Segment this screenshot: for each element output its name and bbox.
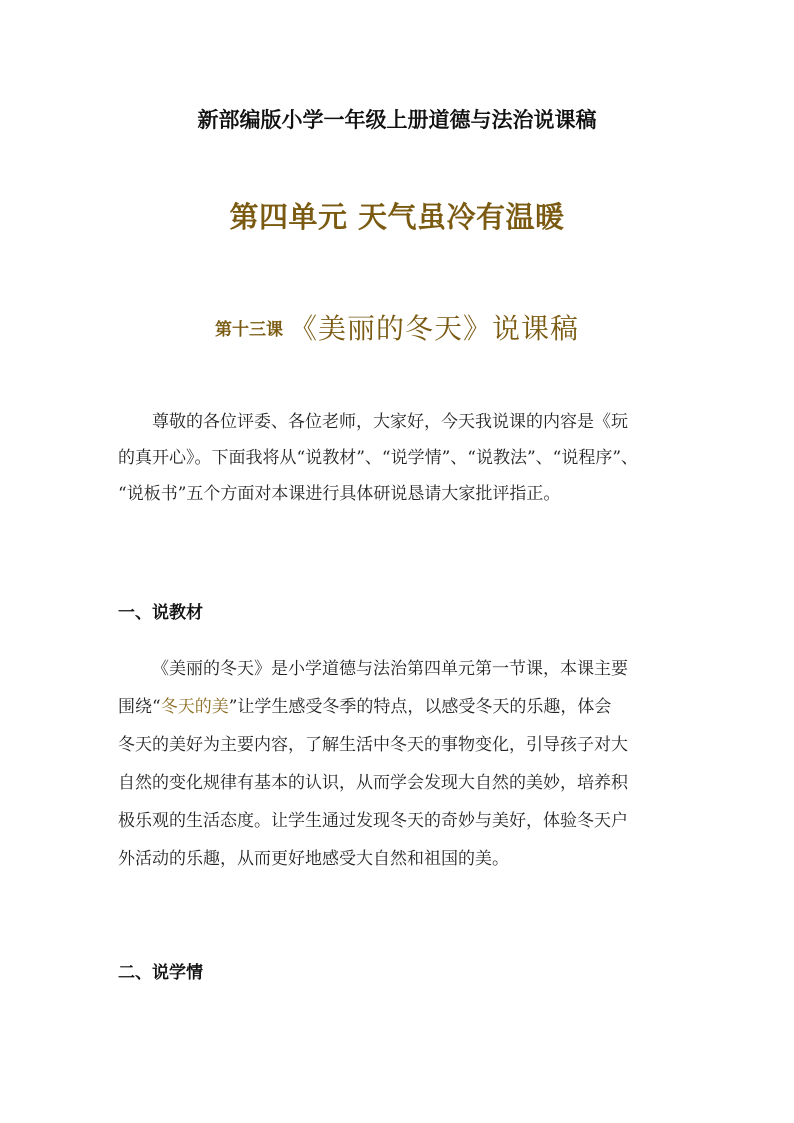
textbook-paragraph bbox=[118, 650, 678, 878]
section-heading-students: 二、说学情 bbox=[118, 963, 203, 983]
intro-paragraph bbox=[118, 404, 678, 512]
lesson-number: 第十三课 bbox=[214, 320, 283, 340]
paragraph-line bbox=[118, 688, 678, 726]
paragraph-line: 《美丽的冬天》是小学道德与法治第四单元第一节课，本课主要 bbox=[152, 659, 628, 679]
paragraph-line: 极乐观的生活态度。让学生通过发现冬天的奇妙与美好，体验冬天户 bbox=[118, 811, 628, 831]
paragraph-line: 冬天的美好为主要内容，了解生活中冬天的事物变化，引导孩子对大 bbox=[118, 735, 628, 755]
lesson-name: 《美丽的冬天》说课稿 bbox=[288, 312, 579, 345]
paragraph-line: 的真开心》。下面我将从“说教材”、“说学情”、“说教法”、“说程序”、 bbox=[118, 448, 639, 468]
text-run: 围绕“ bbox=[118, 697, 161, 717]
text-run: ”让学生感受冬季的特点，以感受冬天的乐趣，体会 bbox=[228, 697, 612, 717]
unit-title: 第四单元 天气虽冷有温暖 bbox=[229, 200, 565, 234]
paragraph-line: 外活动的乐趣，从而更好地感受大自然和祖国的美。 bbox=[118, 849, 509, 869]
paragraph-line: 自然的变化规律有基本的认识，从而学会发现大自然的美妙，培养积 bbox=[118, 773, 628, 793]
highlight-text: 冬天的美 bbox=[160, 697, 229, 717]
paragraph-line: “说板书”五个方面对本课进行具体研说恳请大家批评指正。 bbox=[118, 484, 561, 504]
lesson-title bbox=[0, 307, 794, 347]
paragraph-line: 尊敬的各位评委、各位老师，大家好，今天我说课的内容是《玩 bbox=[152, 412, 628, 432]
section-heading-textbook: 一、说教材 bbox=[118, 603, 203, 623]
document-title: 新部编版小学一年级上册道德与法治说课稿 bbox=[197, 107, 597, 132]
